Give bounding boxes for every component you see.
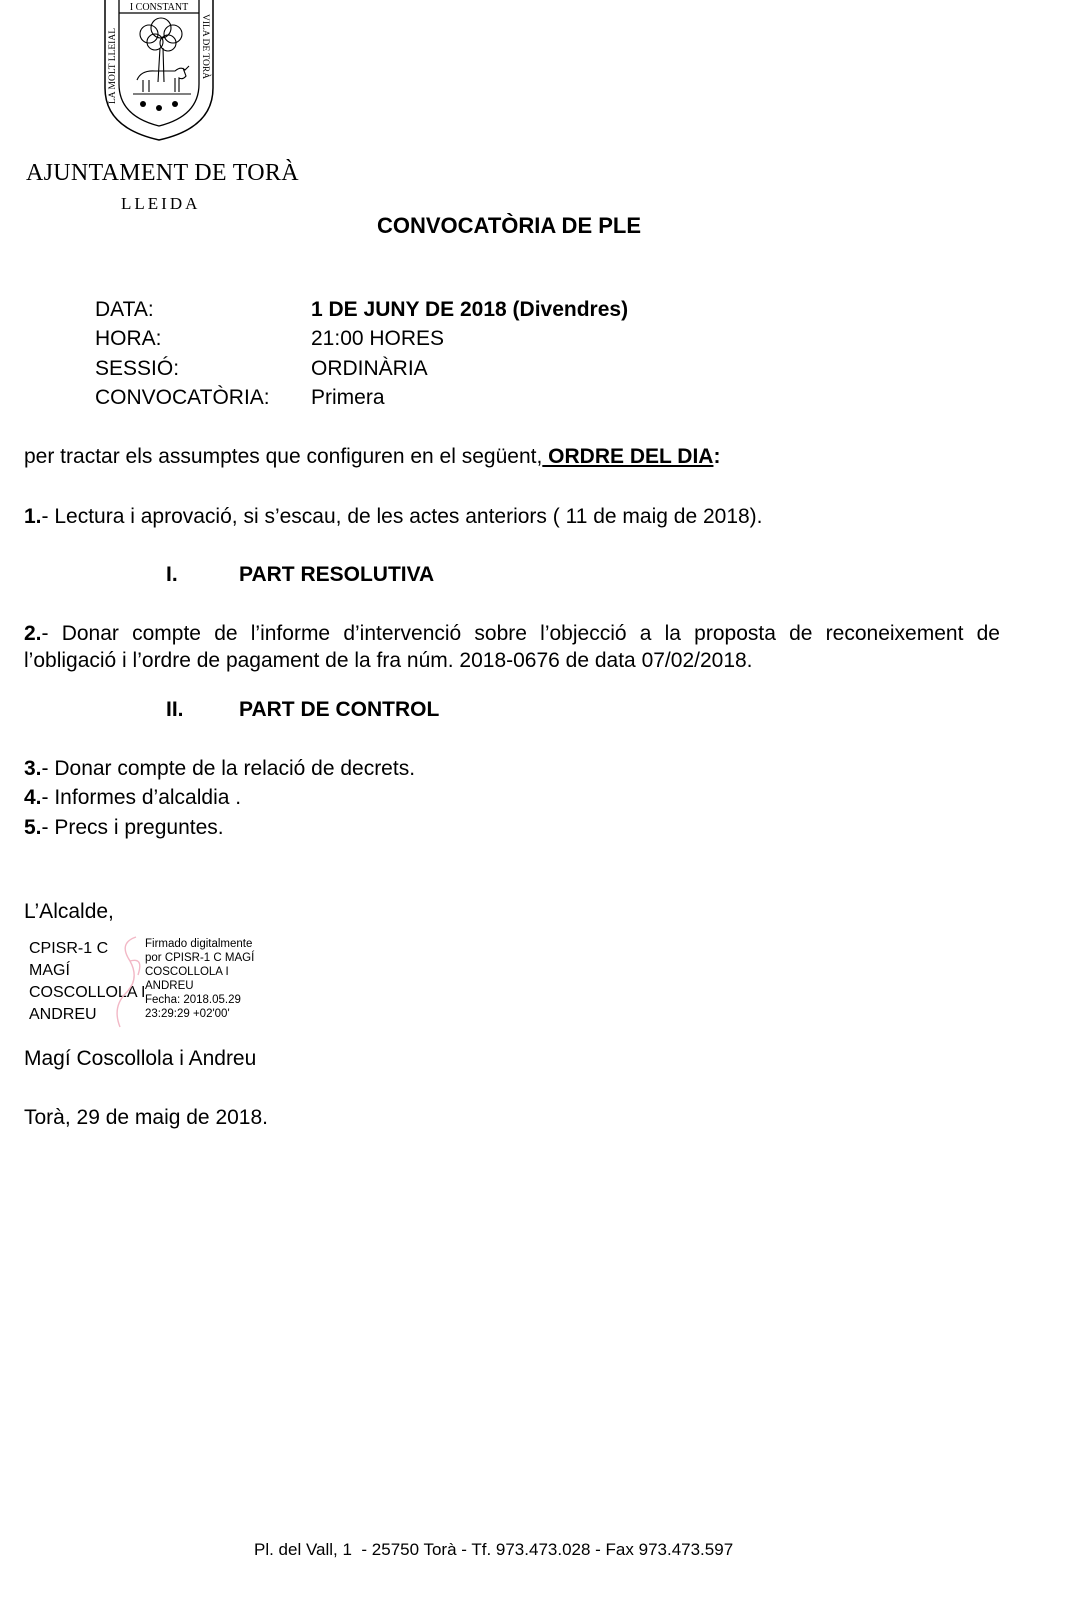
signatory-role: L’Alcalde, <box>24 900 114 923</box>
cert-line: MAGÍ <box>29 962 70 979</box>
cert-line: ANDREU <box>29 1006 97 1023</box>
detail-label-date: DATA: <box>95 298 154 321</box>
agenda-colon: : <box>713 445 721 468</box>
svg-text:LA MOLT LLEIAL: LA MOLT LLEIAL <box>108 28 118 104</box>
detail-value-time: 21:00 HORES <box>311 327 445 350</box>
agenda-item-4 <box>24 785 241 811</box>
item-number: 4. <box>24 786 42 809</box>
item-text: - Donar compte de la relació de decrets. <box>41 757 416 780</box>
section-title-1: PART RESOLUTIVA <box>239 563 435 586</box>
agenda-item-2-line-2: l’obligació i l’ordre de pagament de la fra núm. 2018-0676 de data 07/02/2018. <box>24 649 753 672</box>
detail-value-date: 1 DE JUNY DE 2018 (Divendres) <box>311 298 629 321</box>
municipal-seal-logo <box>103 0 215 142</box>
item-text: - Informes d’alcaldia . <box>41 786 242 809</box>
detail-value-call: Primera <box>311 386 385 409</box>
agenda-item-2-line-1 <box>24 621 1000 647</box>
item-text: - Lectura i aprovació, si s’escau, de les actes anteriors ( 11 de maig de 2018). <box>41 505 763 528</box>
signature-detail-line: COSCOLLOLA I <box>145 966 229 978</box>
intro-text: per tractar els assumptes que configuren en el següent, <box>24 445 543 468</box>
agenda-item-3 <box>24 756 415 782</box>
intro-line <box>24 444 720 470</box>
section-number-1: I. <box>166 563 178 586</box>
organization-name: AJUNTAMENT DE TORÀ <box>26 160 299 186</box>
footer-address: Pl. del Vall, 1 - 25750 Torà - Tf. 973.473.028 - Fax 973.473.597 <box>254 1540 734 1559</box>
item-number: 5. <box>24 816 42 839</box>
cert-line: COSCOLLOLA I <box>29 984 146 1001</box>
signature-detail-line: Firmado digitalmente <box>145 938 253 950</box>
section-title-2: PART DE CONTROL <box>239 698 440 721</box>
agenda-label: ORDRE DEL DIA <box>542 445 714 468</box>
signatory-name: Magí Coscollola i Andreu <box>24 1047 257 1070</box>
section-number-2: II. <box>166 698 184 721</box>
document-title: CONVOCATÒRIA DE PLE <box>377 213 642 238</box>
item-number: 2. <box>24 622 42 645</box>
detail-label-time: HORA: <box>95 327 162 350</box>
svg-text:VILA DE TORÀ: VILA DE TORÀ <box>200 14 210 80</box>
item-number: 1. <box>24 505 42 528</box>
detail-label-call: CONVOCATÒRIA: <box>95 386 270 409</box>
agenda-item-1 <box>24 504 763 530</box>
item-text: - Precs i preguntes. <box>41 816 224 839</box>
place-and-date: Torà, 29 de maig de 2018. <box>24 1106 269 1129</box>
detail-label-session: SESSIÓ: <box>95 357 180 380</box>
cert-line: CPISR-1 C <box>29 940 109 957</box>
detail-value-session: ORDINÀRIA <box>311 357 428 380</box>
signature-detail-line: por CPISR-1 C MAGÍ <box>145 952 255 964</box>
item-text: - Donar compte de l’informe d’intervenció sobre l’objecció a la proposta de reconeixement de <box>41 622 1000 645</box>
signature-stroke <box>100 935 148 1030</box>
agenda-item-5 <box>24 815 224 841</box>
organization-city: LLEIDA <box>121 194 201 213</box>
svg-text:I CONSTANT: I CONSTANT <box>129 2 189 13</box>
signature-detail-line: ANDREU <box>145 980 194 992</box>
digital-signature-details <box>145 937 254 1021</box>
signature-detail-line: Fecha: 2018.05.29 <box>145 994 241 1006</box>
signature-detail-line: 23:29:29 +02'00' <box>145 1008 230 1020</box>
item-number: 3. <box>24 757 42 780</box>
